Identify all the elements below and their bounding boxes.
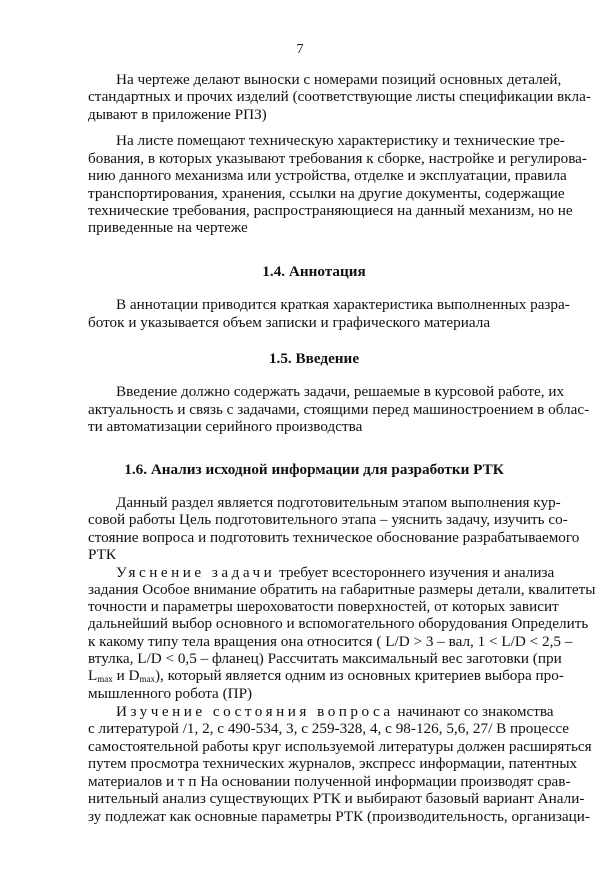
text-span: ), который является одним из основных критериев выбора про- — [154, 667, 564, 684]
text-line: к какому типу тела вращения она относится ( L/D > 3 – вал, 1 < L/D < 2,5 – — [88, 633, 573, 650]
section-heading-annotation: 1.4. Аннотация — [262, 263, 366, 280]
text-line: РТК — [88, 546, 117, 563]
text-line: Введение должно содержать задачи, решаемые в курсовой работе, их — [116, 383, 565, 400]
text-line: нию данного механизма или устройства, отделке и эксплуатации, правила — [88, 167, 567, 184]
text-line: В аннотации приводится краткая характеристика выполненных разра- — [116, 296, 570, 313]
text-span: L — [88, 667, 98, 684]
text-line: актуальность и связь с задачами, стоящими перед машиностроением в облас- — [88, 401, 590, 418]
text-line: Данный раздел является подготовительным этапом выполнения кур- — [116, 494, 561, 511]
text-line: материалов и т п На основании полученной информации производят срав- — [88, 773, 571, 790]
spaced-lead-term: Изучение состояния вопроса — [116, 703, 394, 720]
text-span: и D — [112, 667, 140, 684]
text-line: нительный анализ существующих РТК и выбирают базовый вариант Анали- — [88, 790, 585, 807]
text-line: ти автоматизации серийного производства — [88, 418, 363, 435]
text-line: с литературой /1, 2, с 490-534, 3, с 259-328, 4, с 98-126, 5,6, 27/ В процессе — [88, 720, 570, 737]
text-span: требует всестороннего изучения и анализа — [279, 564, 555, 581]
text-line: совой работы Цель подготовительного этапа – уяснить задачу, изучить со- — [88, 511, 568, 528]
subscript: max — [139, 674, 155, 684]
text-line: точности и параметры шероховатости поверхностей, от которых зависит — [88, 598, 559, 615]
section-heading-analysis: 1.6. Анализ исходной информации для разработки РТК — [124, 461, 504, 478]
subscript: max — [97, 674, 113, 684]
text-line: задания Особое внимание обратить на габаритные размеры детали, квалитеты — [88, 581, 596, 598]
text-line: бования, в которых указывают требования к сборке, настройке и регулирова- — [88, 150, 587, 167]
text-line: технические требования, распространяющиеся на данный механизм, но не — [88, 202, 573, 219]
text-line: дальнейший выбор основного и вспомогательного оборудования Определить — [88, 615, 589, 632]
spaced-lead-term: Уяснение задачи — [116, 564, 276, 581]
text-line: зу подлежат как основные параметры РТК (производительность, организаци- — [88, 808, 590, 825]
section-heading-introduction: 1.5. Введение — [268, 350, 360, 367]
text-line: самостоятельной работы круг используемой литературы должен расширяться — [88, 738, 592, 755]
text-line: На чертеже делают выноски с номерами позиций основных деталей, — [116, 71, 562, 88]
text-line — [116, 564, 555, 581]
text-line — [116, 703, 554, 720]
text-line: транспортирования, хранения, ссылки на другие документы, содержащие — [88, 185, 565, 202]
text-line: боток и указывается объем записки и графического материала — [88, 314, 491, 331]
text-line: стандартных и прочих изделий (соответствующие листы спецификации вкла- — [88, 88, 591, 105]
text-line: стояние вопроса и подготовить техническое обоснование разрабатываемого — [88, 529, 580, 546]
text-line: дывают в приложение РПЗ) — [88, 106, 267, 123]
text-line: мышленного робота (ПР) — [88, 685, 253, 702]
text-line: На листе помещают техническую характеристику и технические тре- — [116, 132, 565, 149]
text-line: путем просмотра технических журналов, экспресс информации, патентных — [88, 755, 578, 772]
text-span: начинают со знакомства — [397, 703, 554, 720]
text-line: приведенные на чертеже — [88, 219, 248, 236]
text-line: втулка, L/D < 0,5 – фланец) Рассчитать максимальный вес заготовки (при — [88, 650, 562, 667]
page-number: 7 — [296, 42, 304, 57]
